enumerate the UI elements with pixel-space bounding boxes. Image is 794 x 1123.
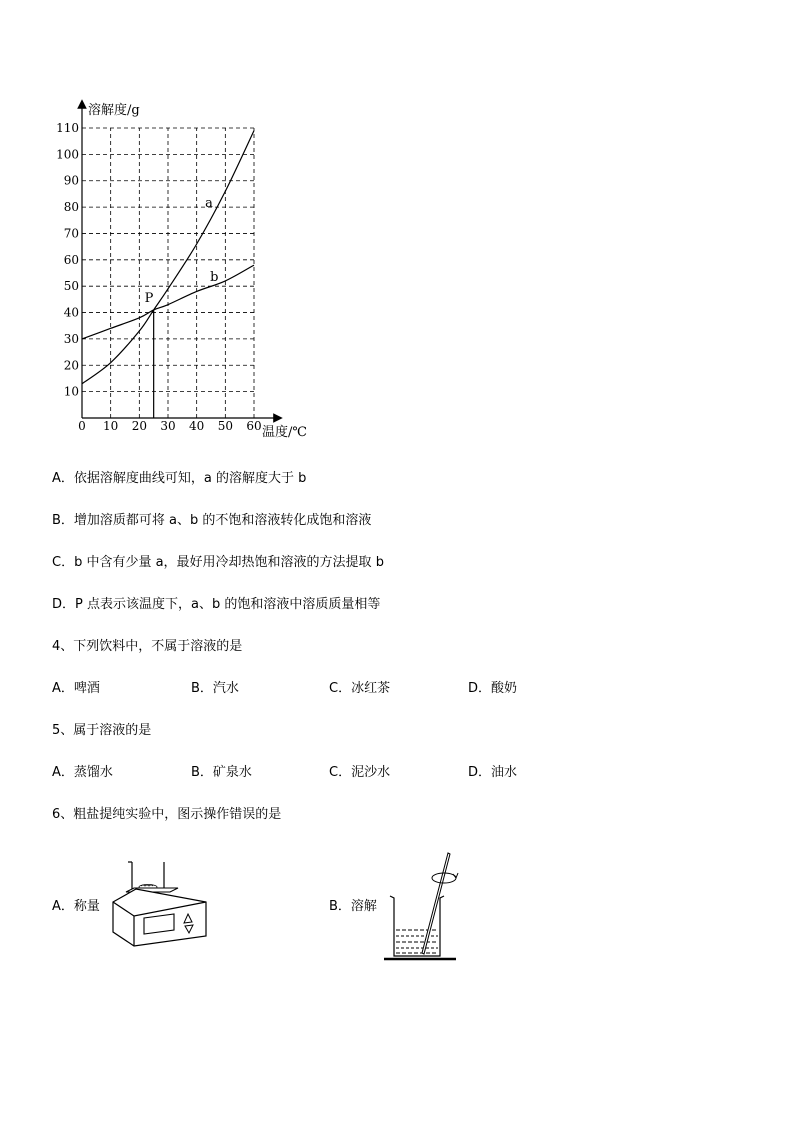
balance-weighing-illustration — [108, 856, 214, 950]
x-tick-label: 50 — [217, 419, 233, 433]
q5-option-c: C．泥沙水 — [329, 765, 391, 780]
q3-option-c: C．b 中含有少量 a，最好用冷却热饱和溶液的方法提取 b — [52, 555, 384, 570]
chart-grid — [82, 128, 254, 418]
q5-option-d: D．油水 — [468, 765, 518, 780]
x-tick-label: 60 — [246, 419, 262, 433]
q5-option-b: B．矿泉水 — [191, 765, 252, 780]
x-tick-label: 20 — [131, 419, 147, 433]
y-tick-label: 110 — [56, 121, 79, 135]
q4-stem: 4、下列饮料中，不属于溶液的是 — [52, 639, 243, 654]
y-tick-label: 90 — [63, 173, 79, 188]
solubility-chart — [52, 98, 322, 443]
y-tick-label: 10 — [63, 384, 79, 399]
x-tick-label: 30 — [160, 419, 176, 433]
y-tick-label: 20 — [63, 358, 79, 373]
y-tick-label: 100 — [56, 147, 79, 162]
q5-stem: 5、属于溶液的是 — [52, 723, 152, 738]
x-tick-label: 0 — [78, 419, 86, 433]
y-tick-label: 50 — [63, 279, 79, 294]
q4-option-d: D．酸奶 — [468, 681, 518, 696]
y-tick-label: 80 — [63, 200, 79, 215]
y-axis-label: 溶解度/g — [88, 103, 140, 118]
x-axis-label: 温度/℃ — [262, 425, 307, 440]
q4-option-c: C．冰红茶 — [329, 681, 391, 696]
q6-option-b: B．溶解 — [329, 899, 377, 914]
dissolving-illustration — [384, 850, 460, 964]
x-tick-label: 40 — [189, 419, 205, 433]
q5-option-a: A．蒸馏水 — [52, 765, 113, 780]
q3-option-a: A．依据溶解度曲线可知，a 的溶解度大于 b — [52, 471, 307, 486]
x-tick-label: 10 — [103, 419, 119, 433]
q3-option-b: B．增加溶质都可将 a、b 的不饱和溶液转化成饱和溶液 — [52, 513, 372, 528]
series-a-label: a — [205, 196, 213, 212]
y-tick-label: 70 — [63, 226, 79, 241]
series-b-label: b — [210, 269, 219, 285]
q4-option-a: A．啤酒 — [52, 681, 100, 696]
q3-option-d: D．P 点表示该温度下，a、b 的饱和溶液中溶质质量相等 — [52, 597, 381, 612]
p-point-label: P — [144, 290, 154, 306]
q4-option-b: B．汽水 — [191, 681, 239, 696]
q6-option-a: A．称量 — [52, 899, 100, 914]
y-tick-label: 40 — [63, 305, 79, 320]
y-tick-label: 60 — [63, 252, 79, 267]
q6-stem: 6、粗盐提纯实验中，图示操作错误的是 — [52, 807, 282, 822]
y-tick-label: 30 — [63, 331, 79, 346]
